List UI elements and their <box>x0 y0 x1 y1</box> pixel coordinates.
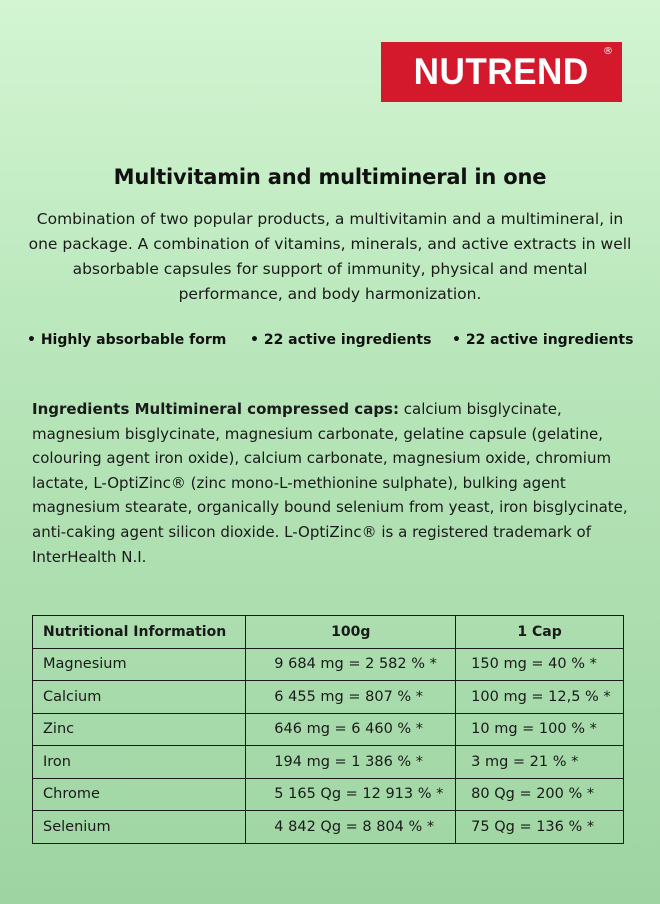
feature-item: • 22 active ingredients <box>250 332 432 348</box>
feature-item: • Highly absorbable form <box>27 332 227 348</box>
value-100g: 194 mg = 1 386 % * <box>246 746 456 779</box>
value-1cap: 75 Qg = 136 % * <box>456 811 624 844</box>
value-100g: 4 842 Qg = 8 804 % * <box>246 811 456 844</box>
table-row <box>33 746 624 779</box>
page-title: Multivitamin and multimineral in one <box>113 165 547 189</box>
column-header-nutrient: Nutritional Information <box>33 616 246 649</box>
nutrient-name: Iron <box>33 746 246 779</box>
value-1cap: 10 mg = 100 % * <box>456 713 624 746</box>
column-header-100g: 100g <box>246 616 456 649</box>
table-header-row <box>33 616 624 649</box>
value-1cap: 150 mg = 40 % * <box>456 648 624 681</box>
value-100g: 5 165 Qg = 12 913 % * <box>246 778 456 811</box>
value-100g: 9 684 mg = 2 582 % * <box>246 648 456 681</box>
table-row <box>33 648 624 681</box>
brand-logo <box>381 42 622 102</box>
registered-mark: ® <box>603 46 613 57</box>
table-row <box>33 713 624 746</box>
table-row <box>33 811 624 844</box>
nutrient-name: Selenium <box>33 811 246 844</box>
feature-list <box>0 332 660 352</box>
intro-paragraph: Combination of two popular products, a multivitamin and a multimineral, in one package. A combination of vitamins, minerals, and active extracts in well absorbable capsules for support of immunity, physical and mental performance, and body harmonization. <box>28 210 632 303</box>
feature-item: • 22 active ingredients <box>452 332 634 348</box>
ingredients-heading: Ingredients Multimineral compressed caps: <box>32 400 399 418</box>
nutrition-table <box>32 615 624 844</box>
nutrient-name: Zinc <box>33 713 246 746</box>
nutrient-name: Magnesium <box>33 648 246 681</box>
table-row <box>33 778 624 811</box>
column-header-1cap: 1 Cap <box>456 616 624 649</box>
value-100g: 6 455 mg = 807 % * <box>246 681 456 714</box>
ingredients-paragraph <box>32 397 642 569</box>
ingredients-text: calcium bisglycinate, magnesium bisglycinate, magnesium carbonate, gelatine capsule (gelatine, colouring agent iron oxide), calcium carbonate, magnesium oxide, chromium lactate, L-OptiZinc® (zinc mono-L-methionine sulphate), bulking agent magnesium stearate, organically bound selenium from yeast, iron bisglycinate, anti-caking agent silicon dioxide. L-OptiZinc® is a registered trademark of InterHealth N.I. <box>32 400 628 566</box>
value-1cap: 100 mg = 12,5 % * <box>456 681 624 714</box>
value-100g: 646 mg = 6 460 % * <box>246 713 456 746</box>
value-1cap: 80 Qg = 200 % * <box>456 778 624 811</box>
table-row <box>33 681 624 714</box>
value-1cap: 3 mg = 21 % * <box>456 746 624 779</box>
nutrient-name: Chrome <box>33 778 246 811</box>
brand-name: NUTREND <box>413 51 590 92</box>
nutrient-name: Calcium <box>33 681 246 714</box>
